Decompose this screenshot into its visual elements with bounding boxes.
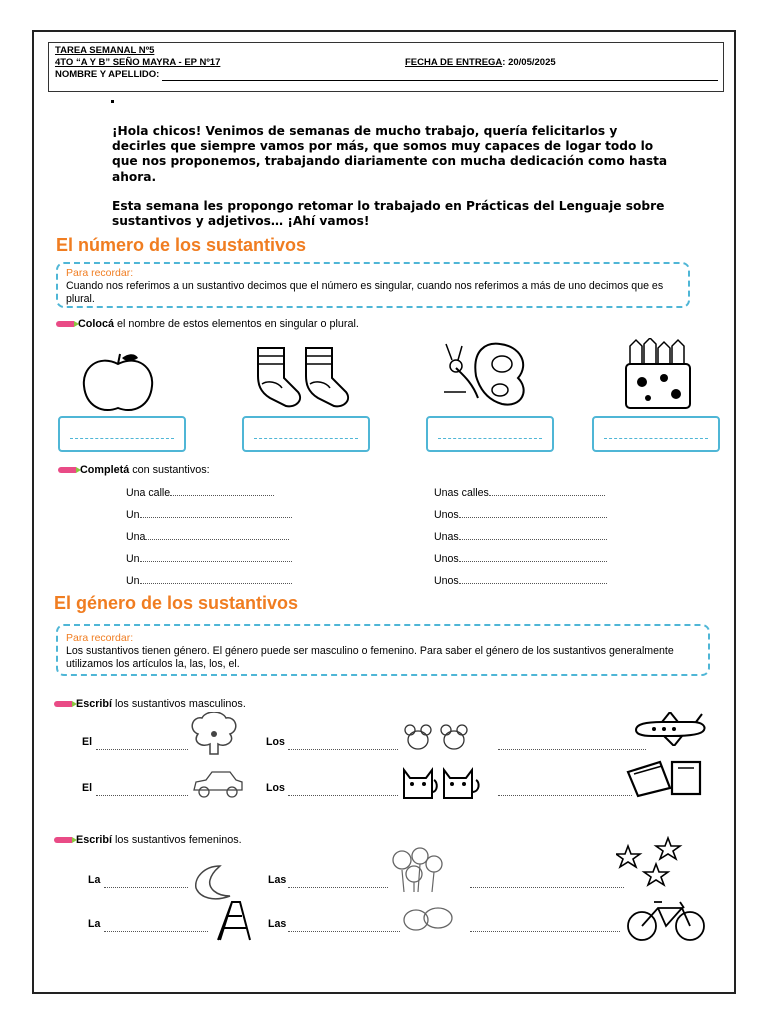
article-los-2: Los [266, 782, 285, 794]
section-title-gender: El género de los sustantivos [54, 593, 299, 613]
moon-icon [190, 862, 238, 902]
bicycle-icon [626, 894, 708, 944]
answer-line-f6[interactable] [470, 930, 620, 932]
answer-line-f3[interactable] [470, 886, 624, 888]
worksheet-page [32, 30, 736, 994]
cats-icon [400, 766, 484, 802]
books-icon [626, 758, 706, 798]
socks-icon [248, 344, 360, 410]
answer-line-m3[interactable] [498, 748, 646, 750]
instruction-masculinos: Escribí los sustantivos masculinos. [54, 698, 246, 710]
article-el-2: El [82, 782, 93, 794]
stars-icon [616, 836, 696, 890]
answer-box-1[interactable] [58, 416, 186, 452]
due-date: : 20/05/2025 [502, 57, 556, 68]
answer-box-3[interactable] [426, 416, 554, 452]
fill-right-4[interactable]: Unos [434, 552, 607, 565]
reminder-text: Cuando nos referimos a un sustantivo decimos que el número es singular, cuando nos referimos a más de uno decimos que es plural. [66, 280, 664, 305]
intro-text [112, 124, 672, 243]
intro-paragraph-2: Esta semana les propongo retomar lo trabajado en Prácticas del Lenguaje sobre sustantivos y adjetivos… ¡Ahí vamos! [112, 198, 665, 229]
instruction-completar: Completá con sustantivos: [58, 464, 210, 476]
fill-right-3[interactable]: Unas [434, 530, 607, 543]
fill-left-4[interactable]: Un [126, 552, 292, 565]
pencil-icon [56, 321, 74, 327]
fill-left-5[interactable]: Un [126, 574, 292, 587]
reminder-text: Los sustantivos tienen género. El género puede ser masculino o femenino. Para saber el género de los sustantivos generalmente utilizamos los artículos la, las, los, el. [66, 645, 674, 670]
instruction-femeninos: Escribí los sustantivos femeninos. [54, 834, 242, 846]
reminder-title: Para recordar: [66, 632, 134, 644]
article-las-2: Las [268, 918, 287, 930]
pencil-icon [58, 467, 76, 473]
article-la-2: La [88, 918, 101, 930]
car-icon [190, 770, 246, 800]
name-line[interactable] [162, 71, 718, 81]
class-info: 4TO “A Y B” SEÑO MAYRA - EP Nº17 [55, 57, 221, 68]
stones-icon [400, 904, 456, 934]
intro-paragraph-1: ¡Hola chicos! Venimos de semanas de mucho trabajo, quería felicitarlos y decirles que siempre vamos por más, que somos muy capaces de logar todo lo que nos proponemos, trabajando diariamente con mucha dedicación como hasta ahora. [112, 124, 668, 184]
fill-right-1[interactable]: Unas calles [434, 486, 605, 499]
pencil-icon [54, 837, 72, 843]
answer-line-m4[interactable] [96, 794, 188, 796]
ladder-icon [210, 900, 256, 942]
answer-line-m2[interactable] [288, 748, 398, 750]
flowers-icon [388, 846, 448, 894]
answer-line-f5[interactable] [288, 930, 400, 932]
answer-line-f2[interactable] [288, 886, 388, 888]
reminder-title: Para recordar: [66, 267, 134, 279]
fill-right-2[interactable]: Unos [434, 508, 607, 521]
fill-left-3[interactable]: Una [126, 530, 289, 543]
answer-line-f1[interactable] [104, 886, 188, 888]
fill-left-1[interactable]: Una calle [126, 486, 274, 499]
fill-left-2[interactable]: Un [126, 508, 292, 521]
answer-line-m1[interactable] [96, 748, 188, 750]
butterfly-icon [436, 338, 536, 412]
answer-line-m6[interactable] [498, 794, 632, 796]
instruction-colocar: Colocá el nombre de estos elementos en singular o plural. [56, 318, 359, 330]
answer-line-f4[interactable] [104, 930, 208, 932]
pencil-cup-icon [618, 338, 698, 412]
fill-right-5[interactable]: Unos [434, 574, 607, 587]
answer-box-4[interactable] [592, 416, 720, 452]
reminder-box-number [56, 262, 690, 308]
article-el-1: El [82, 736, 93, 748]
task-title: TAREA SEMANAL Nº5 [55, 45, 155, 56]
header-box [48, 42, 724, 92]
mice-icon [400, 722, 476, 752]
tree-icon [188, 712, 238, 756]
airplane-icon [632, 712, 708, 746]
article-los-1: Los [266, 736, 285, 748]
pencil-icon [54, 701, 72, 707]
apple-icon [78, 350, 158, 416]
answer-line-m5[interactable] [288, 794, 398, 796]
article-la-1: La [88, 874, 101, 886]
reminder-box-gender [56, 624, 710, 676]
answer-box-2[interactable] [242, 416, 370, 452]
section-title-number: El número de los sustantivos [56, 235, 307, 255]
due-label: FECHA DE ENTREGA [405, 57, 503, 68]
bullet-dot [111, 100, 114, 103]
article-las-1: Las [268, 874, 287, 886]
name-label: NOMBRE Y APELLIDO: [55, 69, 160, 80]
